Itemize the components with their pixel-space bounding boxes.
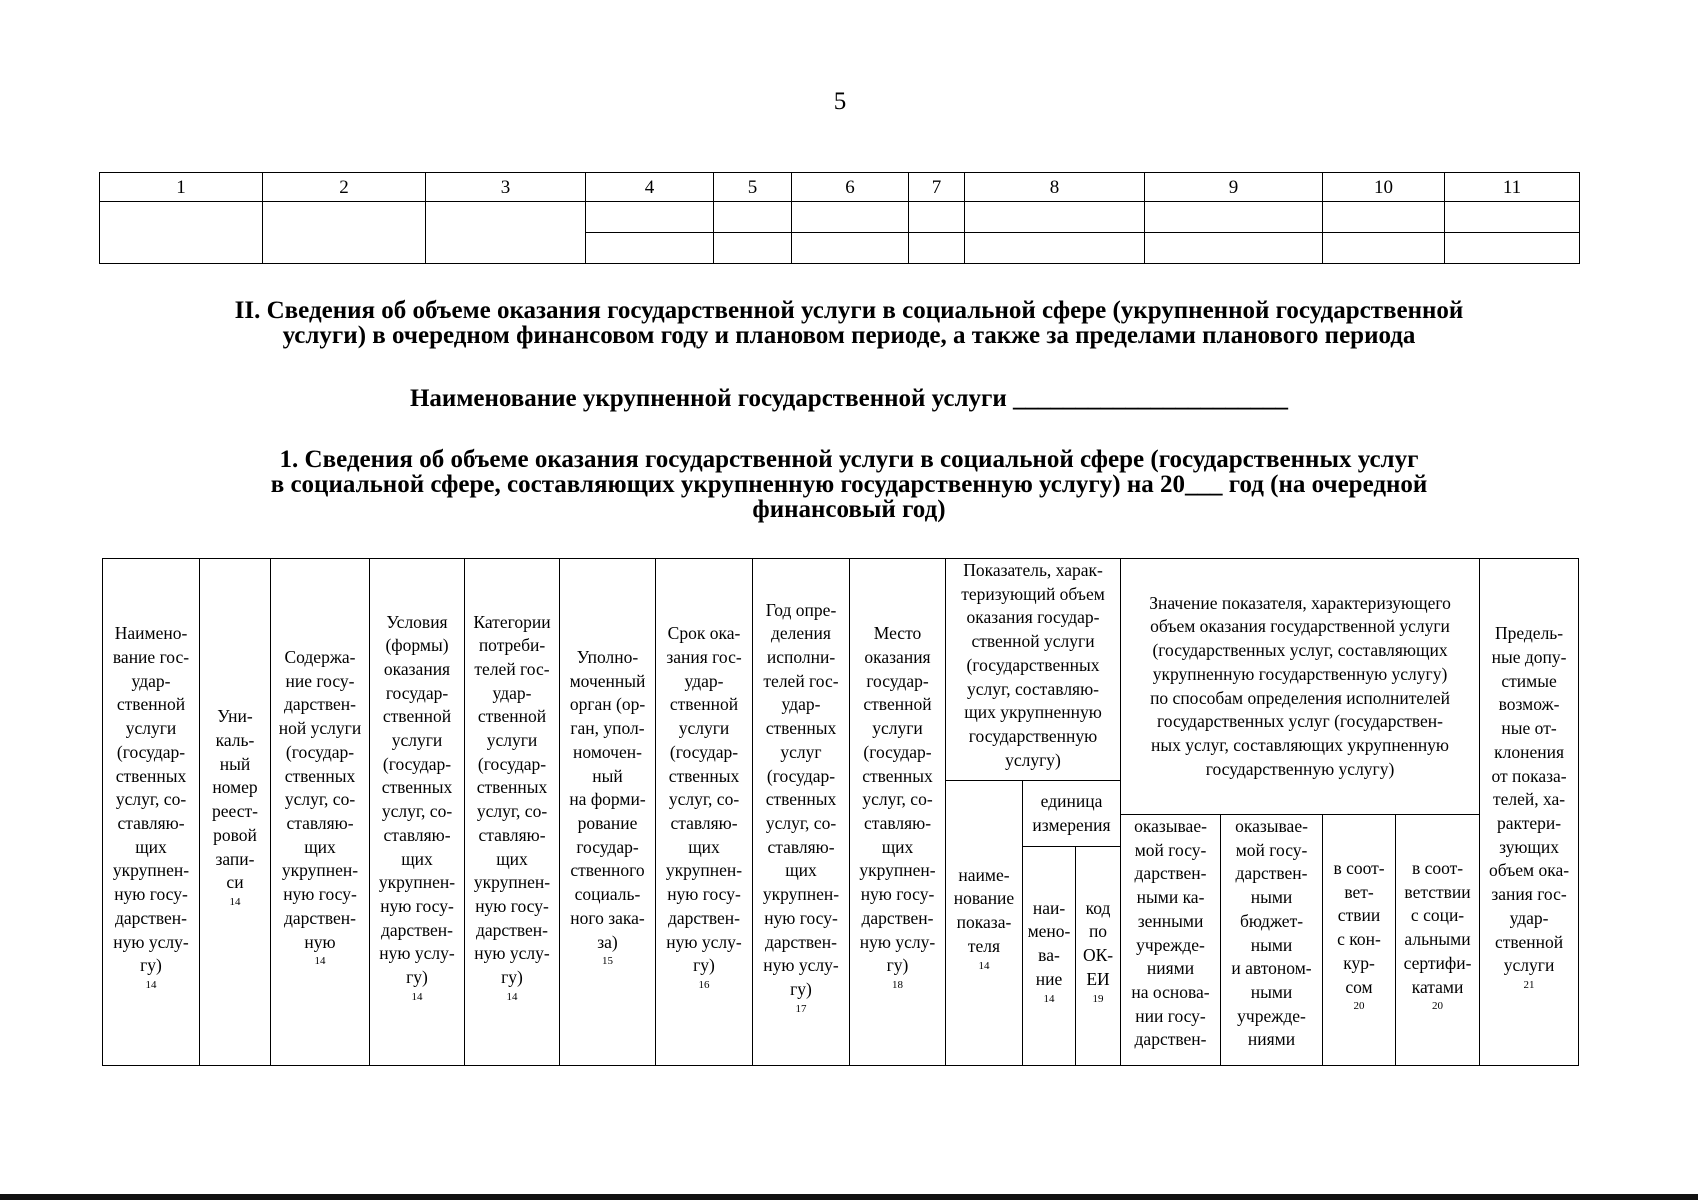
empty-cell xyxy=(426,202,586,264)
continuation-table xyxy=(99,172,1580,264)
header-unit-code: код по ОК- ЕИ $^{19}$ xyxy=(1076,847,1121,1066)
column-number: 10 xyxy=(1323,173,1445,202)
header-unit: единица измерения xyxy=(1023,781,1121,847)
header-allowed-deviation: Предель- ные допу- стимые возмож- ные от- клонения от показа- телей, ха- рактери- зующих объем ока- зания гос- удар- ственной услуги $^{21}$ xyxy=(1480,559,1579,1066)
empty-cell xyxy=(965,233,1145,264)
column-number: 8 xyxy=(965,173,1145,202)
column-number: 2 xyxy=(263,173,426,202)
empty-cell xyxy=(714,233,792,264)
column-number: 4 xyxy=(586,173,714,202)
empty-cell xyxy=(586,233,714,264)
empty-cell xyxy=(1323,202,1445,233)
header-value-certificates: в соот- ветствии с соци- альными сертифи- катами $^{20}$ xyxy=(1396,815,1480,1066)
empty-cell xyxy=(1445,233,1580,264)
header-indicator-value: Значение показателя, характеризующего объем оказания государственной услуги (государственных услуг, составляющих укрупненную государственную услугу) по способам определения исполнителей государственных услуг (государствен- ных услуг, составляющих укрупненную государственную услугу) xyxy=(1121,559,1480,815)
header-unit-name: наи- мено- ва- ние $^{14}$ xyxy=(1023,847,1076,1066)
section-title-line: услуги) в очередном финансовом году и плановом периоде, а также за пределами планового периода xyxy=(282,322,1416,349)
header-value-competition: в соот- вет- ствии с кон- кур- сом $^{20}$ xyxy=(1323,815,1396,1066)
empty-cell xyxy=(965,202,1145,233)
section-title-line: II. Сведения об объеме оказания государственной услуги в социальной сфере (укрупненной государственной xyxy=(234,297,1464,324)
empty-cell xyxy=(792,202,909,233)
header-indicator-name: наиме- нование показа- теля $^{14}$ xyxy=(946,781,1023,1066)
column-number: 11 xyxy=(1445,173,1580,202)
header-value-state-institutions: оказывае- мой госу- дарствен- ными ка- зенными учрежде- ниями на основа- нии госу- дарствен- xyxy=(1121,815,1221,1066)
header-authorized-body: Уполно- моченный орган (ор- ган, упол- номочен- ный на форми- рование государ- ственного социаль- ного зака- за) $^{15}$ xyxy=(560,559,656,1066)
header-executor-year: Год опре- деления исполни- телей гос- удар- ственных услуг (государ- ственных услуг, со- ставляю- щих укрупнен- ную госу- дарствен- ную услу- гу) $^{17}$ xyxy=(753,559,850,1066)
column-number: 3 xyxy=(426,173,586,202)
header-service-term: Срок ока- зания гос- удар- ственной услуги (государ- ственных услуг, со- ставляю- щих укрупнен- ную госу- дарствен- ную услу- гу) $^{16}$ xyxy=(656,559,753,1066)
header-volume-indicator: Показатель, харак- теризующий объем оказания государ- ственной услуги (государственных услуг, составляю- щих укрупненную государственную услугу) xyxy=(946,559,1121,781)
empty-cell xyxy=(1323,233,1445,264)
subsection-title xyxy=(0,447,1698,522)
subsection-title-line: 1. Сведения об объеме оказания государственной услуги в социальной сфере (государственных услуг xyxy=(279,446,1419,473)
column-number: 7 xyxy=(909,173,965,202)
empty-cell xyxy=(1445,202,1580,233)
empty-cell xyxy=(1145,202,1323,233)
page-number: 5 xyxy=(833,88,847,115)
subsection-title-line: финансовый год) xyxy=(752,496,946,523)
column-number: 9 xyxy=(1145,173,1323,202)
header-value-budget-institutions: оказывае- мой госу- дарствен- ными бюджет- ными и автоном- ными учрежде- ниями xyxy=(1221,815,1323,1066)
empty-cell xyxy=(100,202,263,264)
empty-cell xyxy=(909,233,965,264)
empty-cell xyxy=(263,202,426,264)
subsection-title-line: в социальной сфере, составляющих укрупненную государственную услугу) на 20___ год (на очередной xyxy=(270,471,1428,498)
column-number: 1 xyxy=(100,173,263,202)
scan-edge xyxy=(0,1194,1698,1200)
header-service-content: Содержа- ние госу- дарствен- ной услуги (государ- ственных услуг, со- ставляю- щих укрупнен- ную госу- дарствен- ную $^{14}$ xyxy=(271,559,370,1066)
header-service-conditions: Условия (формы) оказания государ- ственной услуги (государ- ственных услуг, со- ставляю- щих укрупнен- ную госу- дарствен- ную услу- гу) $^{14}$ xyxy=(370,559,465,1066)
empty-cell xyxy=(586,202,714,233)
empty-cell xyxy=(909,202,965,233)
service-name-label: Наименование укрупненной государственной услуги ______________________ xyxy=(409,385,1289,412)
empty-cell xyxy=(792,233,909,264)
section-title xyxy=(0,298,1698,348)
column-number: 5 xyxy=(714,173,792,202)
header-registry-number: Уни- каль- ный номер реест- ровой запи- си $^{14}$ xyxy=(200,559,271,1066)
header-service-name: Наимено- вание гос- удар- ственной услуги (государ- ственных услуг, со- ставляю- щих укрупнен- ную госу- дарствен- ную услу- гу) $^{14}$ xyxy=(103,559,200,1066)
empty-cell xyxy=(714,202,792,233)
header-consumer-categories: Категории потреби- телей гос- удар- ственной услуги (государ- ственных услуг, со- ставляю- щих укрупнен- ную госу- дарствен- ную услу- гу) $^{14}$ xyxy=(465,559,560,1066)
column-number: 6 xyxy=(792,173,909,202)
header-service-place: Место оказания государ- ственной услуги (государ- ственных услуг, со- ставляю- щих укрупнен- ную госу- дарствен- ную услу- гу) $^{18}$ xyxy=(850,559,946,1066)
volume-table xyxy=(102,558,1579,1066)
empty-cell xyxy=(1145,233,1323,264)
